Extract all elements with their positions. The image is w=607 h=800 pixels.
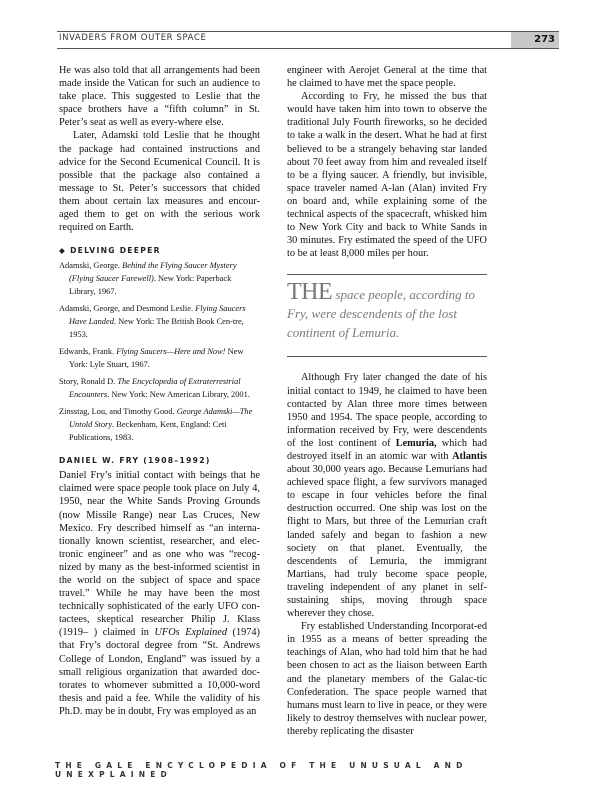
body-paragraph: According to Fry, he missed the bus that would have taken him into town to observe the traditional July Fourth fireworks, so he decided to take a walk in the desert. What he had at first believed to be a strangely behaving star landed about 70 feet away from him and revealed itself to be a flying saucer. A friendly, but invisible, space traveler named A-lan (Alan) invited Fry on board and, while explaining some of the technical aspects of the spacecraft, whisked him to New York City and back to White Sands in 30 minutes. Fry estimated the speed of the UFO to be at least 8,000 miles per hour. [287, 91, 487, 260]
bibliography [59, 259, 260, 444]
term-atlantis: Atlantis [452, 450, 487, 462]
fry-section-heading: DANIEL W. FRY (1908–1992) [59, 456, 211, 466]
page-number: 273 [511, 32, 559, 48]
bibliography-entry: Zinsstag, Lou, and Timothy Good. George Adamski—The Untold Story. Beckenham, Kent, England: Ceti Publications, 1983. [59, 407, 253, 443]
bibliography-entry: Story, Ronald D. The Encyclopedia of Extraterrestrial Encounters. New York: New American Library, 2001. [59, 377, 250, 400]
running-footer: THE GALE ENCYCLOPEDIA OF THE UNUSUAL AND UNEXPLAINED [55, 761, 468, 779]
pull-quote-lead: THE [287, 279, 333, 306]
pull-quote [287, 274, 487, 357]
running-header-title: INVADERS FROM OUTER SPACE [59, 33, 207, 43]
body-paragraph: Fry established Understanding Incorporat-ed in 1955 as a means of better spreading the teachings of Alan, who had told him that he had been chosen to act as the liaison between Earth and the planetary members of the Galac-tic Confederation. The space people warned that humans must learn to live in peace, or they were likely to destroy themselves with nuclear power, thereby replicating the disaster [287, 621, 487, 737]
bibliography-entry: Adamski, George, and Desmond Leslie. Flying Saucers Have Landed. New York: The British Book Cen-tre, 1953. [59, 304, 246, 340]
body-paragraph: He was also told that all arrangements had been made inside the Vatican for such an audience to take place. This suggested to Leslie that the space brothers have a “fifth column” in St. Peter’s seat as well as every-where else. [59, 65, 260, 129]
body-paragraph: Later, Adamski told Leslie that he thought the package had contained instructions and advice for the Second Ecumenical Council. It is possible that the package also contained a message to St. Peter’s successors that chided them about certain lax measures and encour-aged them to get on with the serious work required on Earth. [59, 130, 260, 234]
pull-quote-text: space people, according to Fry, were descendents of the lost continent of Lemuria. [287, 287, 475, 341]
body-paragraph: engineer with Aerojet General at the time that he claimed to have met the space people. [287, 65, 487, 90]
bibliography-entry: Adamski, George. Behind the Flying Saucer Mystery (Flying Saucer Farewell). New York: Paperback Library, 1967. [59, 261, 237, 297]
left-column [59, 64, 260, 718]
body-paragraph: Although Fry later changed the date of his initial contact to 1949, he claimed to have been contacted by Alan three more times between 1950 and 1954. The space people, according to information received by Fry, were descendents of the lost continent of Lemuria, which had destroyed itself in an atomic war with Atlantis about 30,000 years ago. Because Lemurians had achieved space flight, a few survivors managed to escape in four vehicles before the final destruction occurred. One ship was lost on the flight to Mars, but three of the Lemurian craft landed safely and began to fashion a new society on that planet. Eventually, the descendents of Lemuria, the immigrant Martians, had truly become space people, traveling independent of any planet in self-sustaining ships, moving through space wherever they chose. [287, 372, 487, 620]
bibliography-entry: Edwards, Frank. Flying Saucers—Here and Now! New York: Lyle Stuart, 1967. [59, 347, 244, 370]
right-column [287, 64, 487, 738]
running-header [57, 31, 559, 49]
delving-deeper-heading: ◆ DELVING DEEPER [59, 246, 161, 256]
term-lemuria: Lemuria, [395, 437, 437, 449]
body-paragraph: Daniel Fry’s initial contact with beings that he claimed were space people took place on July 4, 1950, near the White Sands Proving Grounds (now Missile Range) near Las Cruces, New Mexico. Fry described himself as “an interna-tionally known scientist, researcher, and elec-tronic engineer” and as one who was “recog-nized by many as the best-informed scientist in the world on the subject of space and space travel.” While he may have been the most technically sophisticated of the early UFO con-tactees, skeptical researcher Philip J. Klass (1919– ) claimed in UFOs Explained (1974) that Fry’s doctoral degree from “St. Andrews College of London, England” was issued by a small religious organization that awarded doc-torates to whomever submitted a 10,000-word thesis and paid a fee. While the validity of his Ph.D. may be in doubt, Fry was employed as an [59, 470, 260, 717]
